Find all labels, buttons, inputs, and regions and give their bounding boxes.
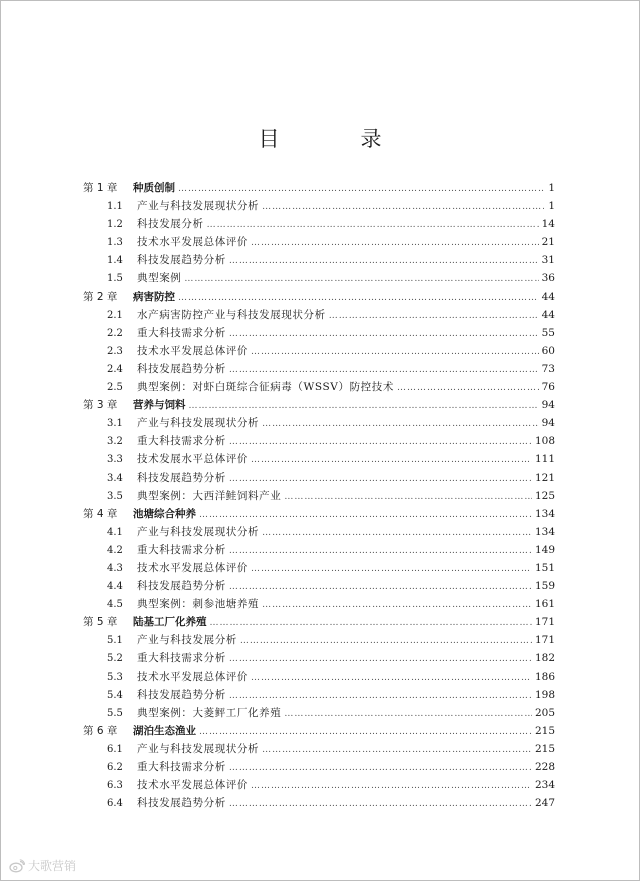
page-number: 21 [541, 236, 555, 249]
section-number: 1.5 [107, 273, 123, 285]
dot-leader [229, 687, 532, 705]
dot-leader [229, 361, 539, 379]
page-number: 94 [541, 417, 555, 430]
page-number: 171 [534, 634, 555, 647]
page-number: 134 [534, 525, 555, 538]
page-number: 125 [534, 489, 555, 502]
section-title: 科技发展趋势分析 [137, 254, 226, 267]
toc-section-row[interactable] [83, 523, 555, 541]
dot-leader [251, 777, 532, 795]
chapter-number: 第 2 章 [83, 290, 118, 303]
page-number: 159 [534, 580, 555, 593]
section-title: 产业与科技发展现状分析 [137, 525, 260, 538]
page-number: 215 [534, 742, 555, 755]
section-title: 重大科技需求分析 [137, 326, 226, 339]
toc-section-row[interactable] [83, 324, 555, 342]
dot-leader [262, 415, 539, 433]
dot-leader [329, 307, 539, 325]
section-title: 技术水平发展总体评价 [137, 779, 248, 792]
toc-section-row[interactable] [83, 233, 555, 251]
page-number: 171 [534, 616, 555, 629]
page-number: 60 [541, 344, 555, 357]
dot-leader [262, 596, 532, 614]
page-title: 目 录 [258, 127, 412, 151]
table-of-contents [83, 179, 555, 812]
section-title: 典型案例：大西洋鲑饲料产业 [137, 489, 282, 502]
section-number: 3.1 [107, 418, 123, 430]
page-number: 76 [541, 381, 555, 394]
section-number: 6.2 [107, 762, 123, 773]
dot-leader [262, 198, 544, 216]
toc-chapter-row[interactable] [83, 179, 555, 197]
toc-section-row[interactable] [83, 251, 555, 269]
watermark-text: 大歌营销 [28, 859, 77, 873]
section-number: 5.4 [107, 689, 123, 701]
page-number: 228 [534, 761, 555, 773]
dot-leader [251, 451, 532, 469]
page-number: 234 [534, 779, 555, 792]
chapter-number: 第 6 章 [83, 724, 118, 737]
chapter-title: 种质创制 [133, 182, 175, 194]
page-number: 44 [541, 290, 555, 303]
page-number: 151 [534, 561, 555, 574]
chapter-title: 池塘综合种养 [133, 507, 196, 520]
dot-leader [251, 343, 539, 361]
section-number: 5.3 [107, 671, 123, 683]
chapter-title: 湖泊生态渔业 [133, 724, 196, 737]
toc-section-row[interactable] [83, 487, 555, 505]
section-number: 4.4 [107, 581, 123, 593]
page-number: 186 [534, 670, 555, 683]
page-number: 111 [534, 453, 555, 466]
page-number: 134 [534, 507, 555, 520]
toc-section-row[interactable] [83, 595, 555, 613]
toc-section-row[interactable] [83, 559, 555, 577]
dot-leader [207, 216, 539, 234]
section-number: 3.2 [107, 436, 123, 448]
chapter-number: 第 1 章 [83, 182, 118, 194]
dot-leader [229, 325, 539, 343]
toc-chapter-row[interactable] [83, 396, 555, 414]
page-number: 94 [541, 399, 555, 412]
page-number: 182 [534, 652, 555, 665]
page-number: 44 [541, 308, 555, 321]
toc-section-row[interactable] [83, 215, 555, 233]
dot-leader [284, 705, 532, 723]
section-title: 水产病害防控产业与科技发展现状分析 [137, 308, 326, 321]
page-number: 14 [541, 218, 555, 231]
section-title: 技术发展水平总体评价 [137, 453, 248, 466]
section-number: 2.1 [107, 309, 123, 321]
section-title: 科技发展趋势分析 [137, 580, 226, 593]
section-number: 3.3 [107, 454, 123, 466]
section-title: 产业与科技发展分析 [137, 634, 237, 647]
section-title: 产业与科技发展现状分析 [137, 200, 260, 213]
section-number: 1.4 [107, 255, 123, 267]
section-title: 重大科技需求分析 [137, 435, 226, 448]
section-number: 2.3 [107, 345, 123, 357]
section-number: 4.5 [107, 599, 123, 611]
section-title: 技术水平发展总体评价 [137, 561, 248, 574]
toc-section-row[interactable] [83, 776, 555, 794]
watermark [9, 857, 76, 874]
page-number: 1 [548, 200, 555, 213]
toc-section-row[interactable] [83, 197, 555, 215]
dot-leader [262, 524, 532, 542]
toc-section-row[interactable] [83, 469, 555, 487]
section-title: 技术水平发展总体评价 [137, 236, 248, 249]
section-title: 科技发展分析 [137, 218, 204, 231]
section-number: 1.3 [107, 237, 123, 249]
section-title: 重大科技需求分析 [137, 652, 226, 665]
toc-section-row[interactable] [83, 704, 555, 722]
section-title: 科技发展趋势分析 [137, 362, 226, 375]
dot-leader [229, 433, 532, 451]
dot-leader [210, 614, 532, 632]
dot-leader [229, 252, 539, 270]
toc-chapter-row[interactable] [83, 505, 555, 523]
toc-section-row[interactable] [83, 269, 555, 287]
dot-leader [229, 650, 532, 668]
section-number: 6.4 [107, 798, 123, 810]
dot-leader [178, 180, 544, 198]
section-title: 科技发展趋势分析 [137, 471, 226, 484]
dot-leader [184, 270, 538, 288]
weibo-icon [9, 859, 25, 873]
dot-leader [229, 578, 532, 596]
chapter-title: 陆基工厂化养殖 [133, 616, 207, 629]
page-number: 1 [548, 182, 555, 194]
section-title: 典型案例：刺参池塘养殖 [137, 598, 260, 611]
dot-leader [251, 669, 532, 687]
toc-chapter-row[interactable] [83, 288, 555, 306]
toc-section-row[interactable] [83, 306, 555, 324]
section-number: 1.1 [107, 201, 123, 213]
dot-leader [229, 795, 532, 813]
dot-leader [284, 488, 532, 506]
toc-section-row[interactable] [83, 342, 555, 360]
section-title: 典型案例 [137, 272, 182, 285]
dot-leader [251, 560, 532, 578]
section-number: 5.2 [107, 653, 123, 665]
section-number: 4.1 [107, 526, 123, 538]
page-number: 198 [534, 688, 555, 701]
toc-section-row[interactable] [83, 360, 555, 378]
toc-section-row[interactable] [83, 541, 555, 559]
toc-section-row[interactable] [83, 649, 555, 667]
section-number: 3.4 [107, 472, 123, 484]
toc-section-row[interactable] [83, 432, 555, 450]
dot-leader [229, 542, 532, 560]
chapter-number: 第 4 章 [83, 507, 118, 520]
page-number: 55 [541, 326, 555, 339]
section-title: 典型案例：对虾白斑综合征病毒（WSSV）防控技术 [137, 381, 394, 394]
page-number: 31 [541, 254, 555, 267]
page-number: 149 [534, 543, 555, 556]
dot-leader [229, 470, 532, 488]
chapter-title: 病害防控 [133, 290, 175, 303]
dot-leader [240, 632, 532, 650]
section-number: 2.2 [107, 327, 123, 339]
dot-leader [178, 289, 539, 307]
page-number: 108 [534, 435, 555, 448]
section-number: 6.1 [107, 743, 123, 755]
dot-leader [251, 234, 539, 252]
page-number: 247 [534, 797, 555, 810]
section-title: 科技发展趋势分析 [137, 797, 226, 810]
toc-section-row[interactable] [83, 450, 555, 468]
page-number: 73 [541, 362, 555, 375]
section-number: 1.2 [107, 219, 123, 231]
section-title: 技术水平发展总体评价 [137, 344, 248, 357]
section-title: 重大科技需求分析 [137, 761, 226, 773]
dot-leader [229, 759, 532, 777]
dot-leader [397, 379, 539, 397]
page-number: 121 [534, 471, 555, 484]
section-number: 4.3 [107, 562, 123, 574]
toc-section-row[interactable] [83, 794, 555, 812]
page-number: 161 [534, 598, 555, 611]
toc-section-row[interactable] [83, 631, 555, 649]
section-number: 5.5 [107, 707, 123, 719]
section-number: 2.4 [107, 363, 123, 375]
chapter-number: 第 3 章 [83, 399, 118, 412]
chapter-number: 第 5 章 [83, 616, 118, 629]
toc-chapter-row[interactable] [83, 722, 555, 740]
dot-leader [189, 397, 539, 415]
section-title: 产业与科技发展现状分析 [137, 742, 260, 755]
toc-chapter-row[interactable] [83, 613, 555, 631]
section-number: 3.5 [107, 490, 123, 502]
section-number: 6.3 [107, 780, 123, 792]
toc-section-row[interactable] [83, 577, 555, 595]
page-number: 36 [541, 272, 555, 285]
toc-section-row[interactable] [83, 668, 555, 686]
toc-section-row[interactable] [83, 378, 555, 396]
section-title: 重大科技需求分析 [137, 543, 226, 556]
section-title: 科技发展趋势分析 [137, 688, 226, 701]
section-number: 5.1 [107, 635, 123, 647]
page-number: 215 [534, 724, 555, 737]
dot-leader [262, 741, 532, 759]
chapter-title: 营养与饲料 [133, 399, 186, 412]
toc-section-row[interactable] [83, 740, 555, 758]
section-number: 2.5 [107, 382, 123, 394]
toc-section-row[interactable] [83, 758, 555, 776]
toc-section-row[interactable] [83, 414, 555, 432]
dot-leader [199, 723, 532, 741]
page-number: 205 [534, 706, 555, 719]
section-title: 典型案例：大菱鲆工厂化养殖 [137, 706, 282, 719]
section-number: 4.2 [107, 544, 123, 556]
dot-leader [199, 506, 532, 524]
section-title: 产业与科技发展现状分析 [137, 417, 260, 430]
toc-section-row[interactable] [83, 686, 555, 704]
section-title: 技术水平发展总体评价 [137, 670, 248, 683]
